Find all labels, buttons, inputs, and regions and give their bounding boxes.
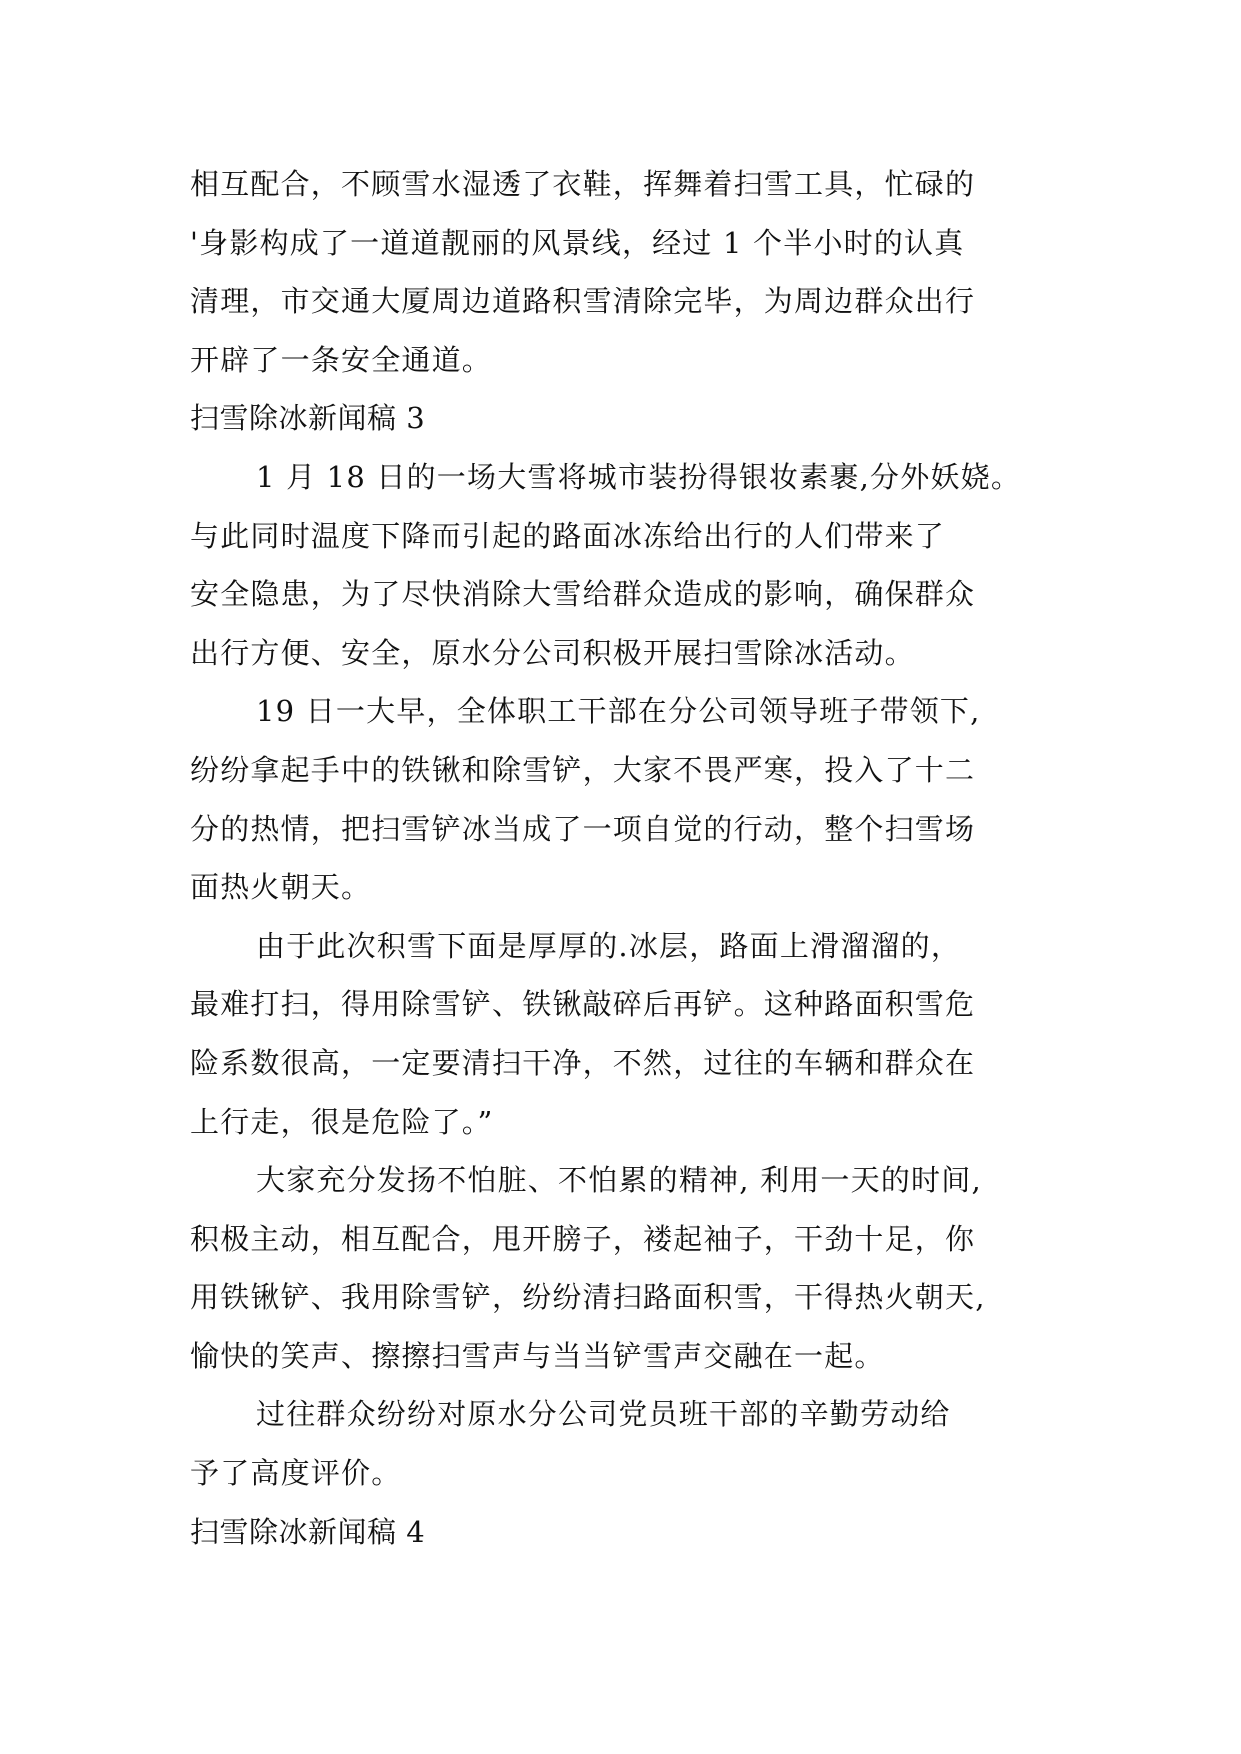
text-line: 19 日一大早，全体职工干部在分公司领导班子带领下,: [256, 694, 981, 729]
text-line: 安全隐患，为了尽快消除大雪给群众造成的影响，确保群众: [190, 577, 976, 612]
text-line: 过往群众纷纷对原水分公司党员班干部的辛勤劳动给: [256, 1397, 951, 1432]
section-heading: 扫雪除冰新闻稿 3: [190, 401, 426, 436]
text-line: 面热火朝天。: [190, 870, 372, 905]
text-line: 出行方便、安全，原水分公司积极开展扫雪除冰活动。: [190, 635, 915, 670]
section-heading: 扫雪除冰新闻稿 4: [190, 1514, 426, 1549]
text-line: 清理，市交通大厦周边道路积雪清除完毕，为周边群众出行: [190, 284, 976, 319]
text-line: 予了高度评价。: [190, 1456, 402, 1491]
text-line: 最难打扫，得用除雪铲、铁锹敲碎后再铲。这种路面积雪危: [190, 987, 976, 1022]
text-line: 纷纷拿起手中的铁锹和除雪铲，大家不畏严寒，投入了十二: [190, 752, 976, 787]
text-line: 相互配合，不顾雪水湿透了衣鞋，挥舞着扫雪工具，忙碌的: [190, 167, 976, 201]
text-line: 与此同时温度下降而引起的路面冰冻给出行的人们带来了: [190, 518, 946, 553]
text-line: 险系数很高，一定要清扫干净，不然，过往的车辆和群众在: [190, 1045, 976, 1080]
text-line: 分的热情，把扫雪铲冰当成了一项自觉的行动，整个扫雪场: [190, 811, 976, 846]
text-line: 开辟了一条安全通道。: [190, 342, 493, 377]
text-line: 大家充分发扬不怕脏、不怕累的精神, 利用一天的时间,: [256, 1163, 982, 1198]
text-line: 由于此次积雪下面是厚厚的.冰层，路面上滑溜溜的，: [256, 928, 962, 963]
text-line: 积极主动，相互配合，甩开膀子，褛起袖子，干劲十足，你: [190, 1221, 976, 1256]
document-body: [190, 155, 1060, 1561]
text-line: 用铁锹铲、我用除雪铲，纷纷清扫路面积雪，干得热火朝天,: [190, 1280, 986, 1315]
text-line: 上行走，很是危险了。”: [190, 1104, 494, 1139]
text-line: '身影构成了一道道靓丽的风景线，经过 1 个半小时的认真: [190, 225, 965, 260]
text-line: 愉快的笑声、擦擦扫雪声与当当铲雪声交融在一起。: [190, 1338, 885, 1373]
text-line: 1 月 18 日的一场大雪将城市装扮得银妆素裹,分外妖娆。: [256, 459, 1022, 494]
